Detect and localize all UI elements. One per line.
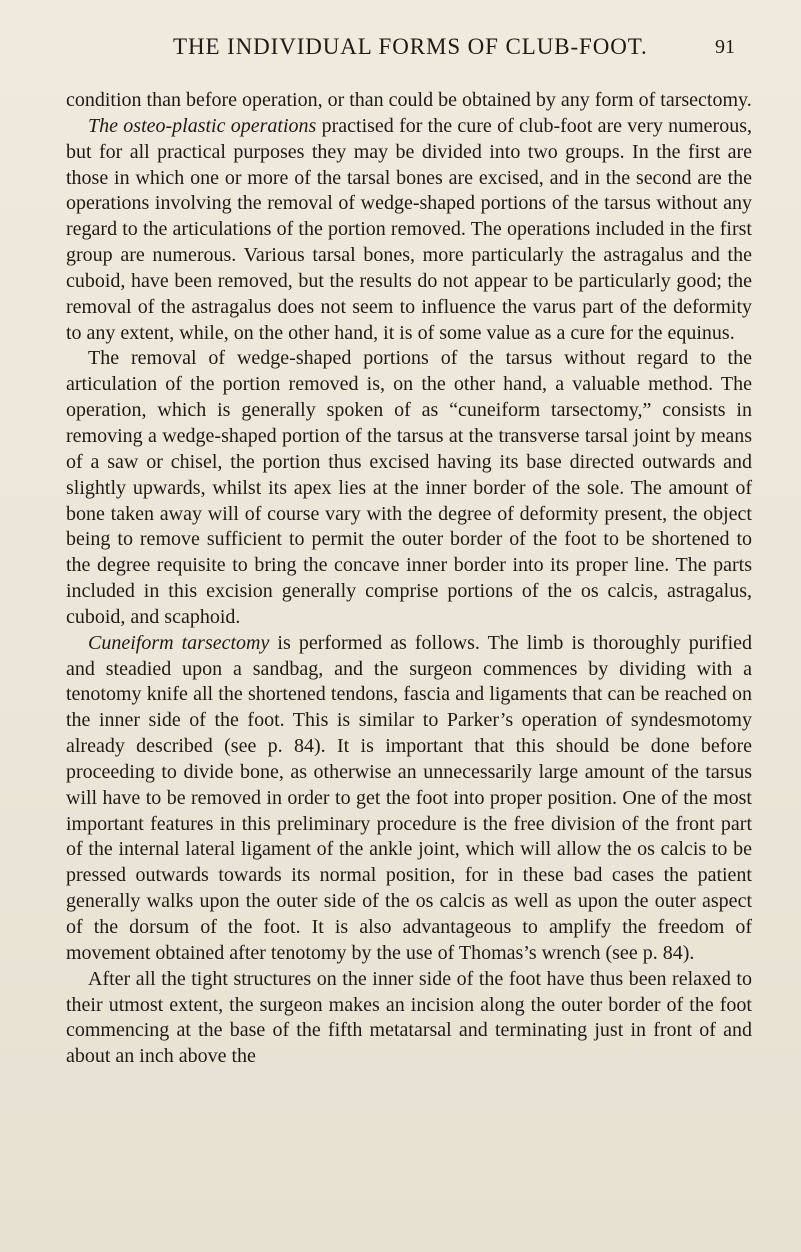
page-number: 91 xyxy=(715,36,735,58)
paragraph xyxy=(66,88,752,114)
text-run: The removal of wedge-shaped portions of the tarsus without regard to the articulation of the portion removed is, on the other hand, a valuable method. The operation, which is generally spoken of as “cuneiform tarsectomy,” consists in removing a wedge-shaped portion of the tarsus at the transverse tarsal joint by means of a saw or chisel, the portion thus excised having its base directed outwards and slightly upwards, whilst its apex lies at the inner border of the sole. The amount of bone taken away will of course vary with the degree of deformity present, the object being to remove sufficient to permit the outer border of the foot to be shortened to the degree requisite to bring the concave inner border into its proper line. The parts included in this excision generally comprise portions of the os calcis, astragalus, cuboid, and scaphoid. xyxy=(66,347,752,628)
italic-phrase: Cuneiform tarsectomy xyxy=(88,631,270,654)
running-head xyxy=(0,30,801,70)
paragraph xyxy=(66,114,752,347)
text-run: is performed as follows. The limb is thoroughly purified and steadied upon a sandbag, and the surgeon commences by dividing with a tenotomy knife all the shortened tendons, fascia and ligaments that can be reached on the inner side of the foot. This is similar to Parker’s operation of syndesmotomy already described (see p. 84). It is important that this should be done before proceeding to divide bone, as otherwise an unnecessarily large amount of the tarsus will have to be removed in order to get the foot into proper position. One of the most important features in this preliminary procedure is the free division of the front part of the internal lateral ligament of the ankle joint, which will allow the os calcis to be pressed outwards towards its normal position, for in these bad cases the patient generally walks upon the outer side of the os calcis as well as upon the outer aspect of the dorsum of the foot. It is also advantageous to amplify the freedom of movement obtained after tenotomy by the use of Thomas’s wrench (see p. 84). xyxy=(66,631,752,964)
paragraph xyxy=(66,346,752,630)
text-run: practised for the cure of club-foot are very numerous, but for all practical purposes they may be divided into two groups. In the first are those in which one or more of the tarsal bones are excised, and in the second are the operations involving the removal of wedge-shaped portions of the tarsus without any regard to the articulations of the portion removed. The operations included in the first group are numerous. Various tarsal bones, more particularly the astragalus and the cuboid, have been removed, but the results do not appear to be particularly good; the removal of the astragalus does not seem to influence the varus part of the deformity to any extent, while, on the other hand, it is of some value as a cure for the equinus. xyxy=(66,114,753,344)
text-run: condition than before operation, or than could be obtained by any form of tarsectomy. xyxy=(66,89,752,111)
text-run: After all the tight structures on the inner side of the foot have thus been relaxed to their utmost extent, the surgeon makes an incision along the outer border of the foot commencing at the base of the fifth metatarsal and terminating just in front of and about an inch above the xyxy=(66,967,752,1068)
paragraph xyxy=(66,631,752,967)
italic-phrase: The osteo-plastic operations xyxy=(88,114,317,137)
running-head-title: THE INDIVIDUAL FORMS OF CLUB-FOOT. xyxy=(173,34,648,59)
paragraph xyxy=(66,967,752,1070)
body-text xyxy=(66,88,752,1070)
